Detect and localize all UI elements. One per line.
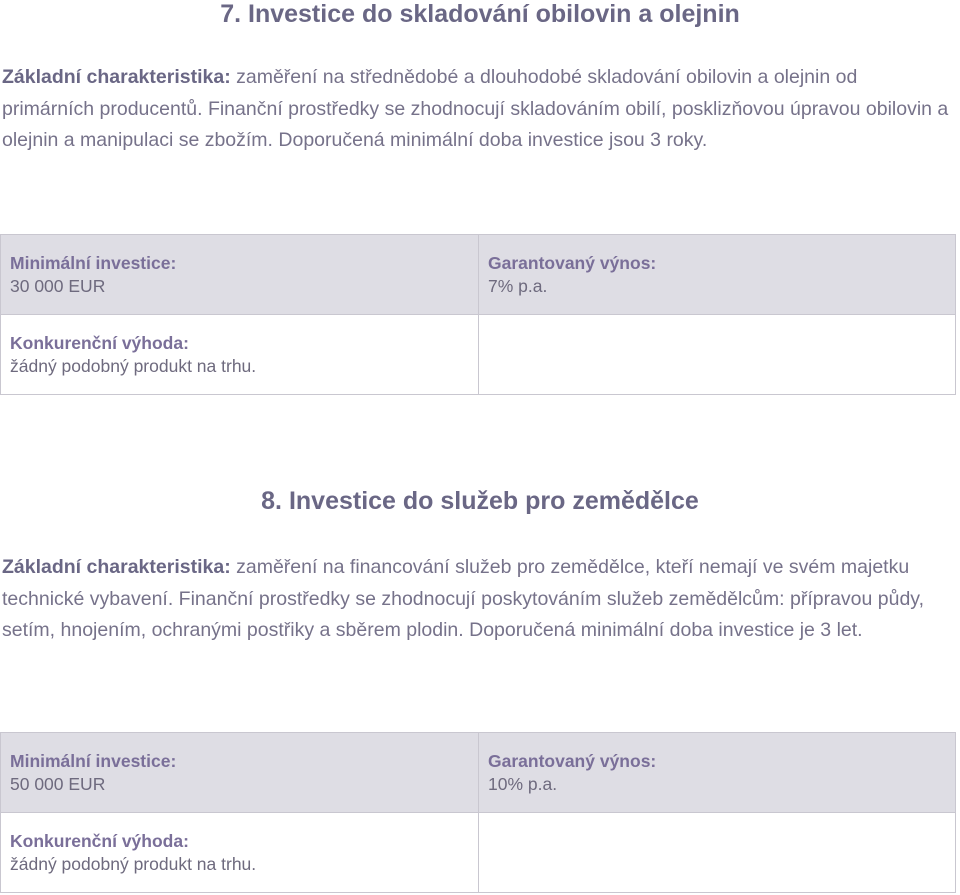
section-8-min-investment-cell — [1, 733, 479, 812]
section-8-title: 8. Investice do služeb pro zemědělce — [261, 487, 699, 515]
section-8-advantage-cell — [1, 813, 479, 892]
section-8-advantage-value: žádný podobný produkt na trhu. — [10, 854, 257, 874]
section-7-description — [2, 62, 952, 157]
section-7-min-investment-label: Minimální investice: — [10, 253, 177, 273]
section-8-min-investment-label: Minimální investice: — [10, 751, 177, 771]
section-7-description-text: zaměření na střednědobé a dlouhodobé skladování obilovin a olejnin od primárních producentů. Finanční prostředky se zhodnocují skladováním obilí, posklizňovou úpravou obilovin a olejnin a manipulaci se zbožím. Doporučená minimální doba investice jsou 3 roky. — [2, 66, 949, 151]
section-8-guaranteed-yield-cell — [479, 733, 955, 812]
section-8-empty-cell — [479, 813, 955, 892]
section-8-info-row-1 — [1, 733, 955, 812]
section-7-guaranteed-yield-value: 7% p.a. — [488, 276, 548, 296]
section-8-description — [2, 552, 952, 647]
section-7-title: 7. Investice do skladování obilovin a olejnin — [220, 0, 740, 28]
section-8-info-row-2 — [1, 812, 955, 892]
section-8-guaranteed-yield-value: 10% p.a. — [488, 774, 558, 794]
section-7-guaranteed-yield-cell — [479, 235, 955, 314]
section-7-guaranteed-yield-label: Garantovaný výnos: — [488, 253, 657, 273]
section-7-info-table — [0, 234, 956, 395]
section-8-info-table — [0, 732, 956, 893]
section-7-info-row-1 — [1, 235, 955, 314]
section-8-advantage-label: Konkurenční výhoda: — [10, 831, 189, 851]
section-8-min-investment-value: 50 000 EUR — [10, 774, 106, 794]
section-8-description-label: Základní charakteristika: — [2, 556, 231, 578]
section-7-advantage-label: Konkurenční výhoda: — [10, 333, 189, 353]
section-7-min-investment-cell — [1, 235, 479, 314]
section-7-min-investment-value: 30 000 EUR — [10, 276, 106, 296]
section-7-description-label: Základní charakteristika: — [2, 66, 231, 88]
section-7-info-row-2 — [1, 314, 955, 394]
section-7-advantage-cell — [1, 315, 479, 394]
section-8-guaranteed-yield-label: Garantovaný výnos: — [488, 751, 657, 771]
section-8-description-text: zaměření na financování služeb pro zemědělce, kteří nemají ve svém majetku technické vybavení. Finanční prostředky se zhodnocují poskytováním služeb zemědělcům: přípravou půdy, setím, hnojením, ochranými postřiky a sběrem plodin. Doporučená minimální doba investice je 3 let. — [2, 556, 925, 641]
section-7-empty-cell — [479, 315, 955, 394]
section-7-advantage-value: žádný podobný produkt na trhu. — [10, 356, 257, 376]
